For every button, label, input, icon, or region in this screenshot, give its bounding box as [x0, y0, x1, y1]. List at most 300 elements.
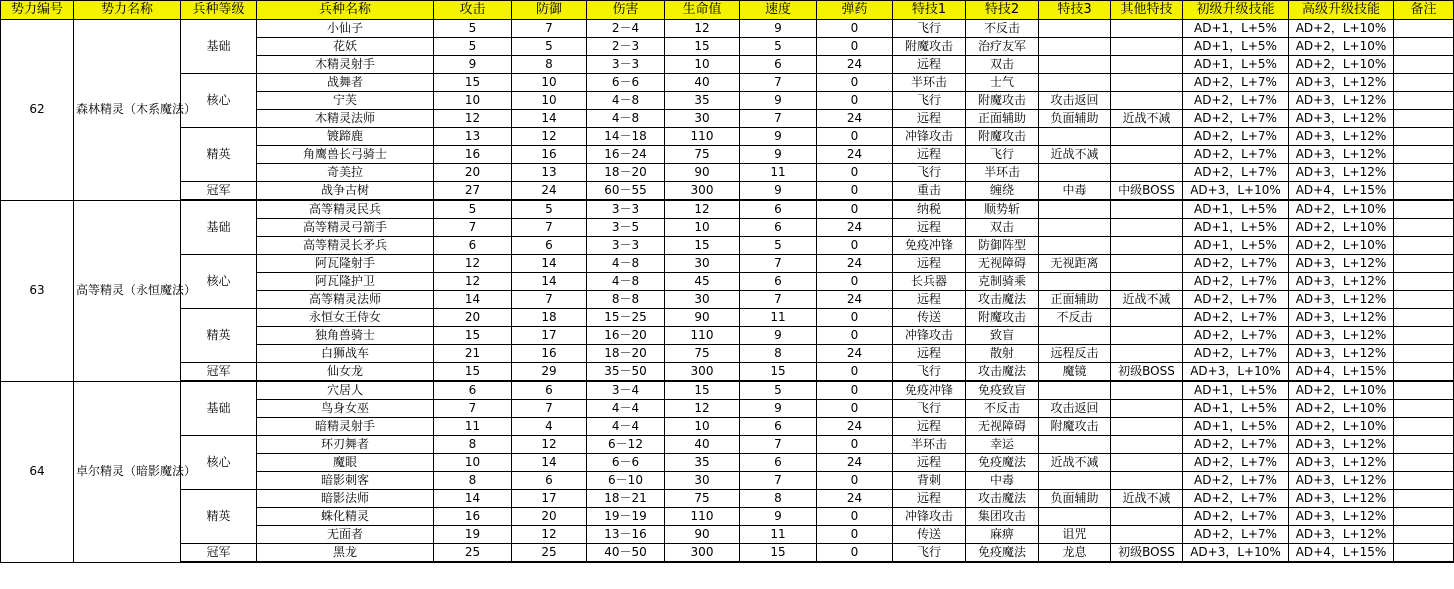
unit-name-cell[interactable]: 无面者 [257, 526, 434, 544]
data-cell[interactable]: 9 [740, 128, 817, 146]
data-cell[interactable]: 冲锋攻击 [893, 327, 966, 345]
data-cell[interactable]: 13－16 [587, 526, 665, 544]
data-cell[interactable]: 远程 [893, 291, 966, 309]
data-cell[interactable]: 5 [434, 38, 512, 56]
data-cell[interactable]: 16－20 [587, 327, 665, 345]
data-cell[interactable]: 18－20 [587, 164, 665, 182]
data-cell[interactable] [1111, 146, 1183, 164]
data-cell[interactable]: 4－8 [587, 110, 665, 128]
data-cell[interactable] [1394, 309, 1454, 327]
unit-name-cell[interactable]: 宁芙 [257, 92, 434, 110]
unit-name-cell[interactable]: 高等精灵长矛兵 [257, 237, 434, 255]
data-cell[interactable]: 24 [817, 345, 893, 363]
data-cell[interactable]: 近战不减 [1111, 110, 1183, 128]
data-cell[interactable]: AD+1，L+5% [1183, 200, 1289, 219]
data-cell[interactable]: 不反击 [966, 400, 1039, 418]
data-cell[interactable]: AD+3，L+12% [1289, 490, 1394, 508]
data-cell[interactable]: 11 [434, 418, 512, 436]
data-cell[interactable]: 附魔攻击 [966, 128, 1039, 146]
tier-cell[interactable]: 核心 [181, 255, 257, 309]
data-cell[interactable]: AD+2，L+7% [1183, 490, 1289, 508]
data-cell[interactable]: 110 [665, 327, 740, 345]
data-cell[interactable] [1111, 56, 1183, 74]
data-cell[interactable]: 90 [665, 309, 740, 327]
data-cell[interactable]: 15 [434, 363, 512, 382]
data-cell[interactable] [1394, 92, 1454, 110]
data-cell[interactable] [1111, 237, 1183, 255]
data-cell[interactable] [1111, 74, 1183, 92]
data-cell[interactable]: 75 [665, 345, 740, 363]
data-cell[interactable]: 40 [665, 436, 740, 454]
data-cell[interactable] [1394, 472, 1454, 490]
data-cell[interactable]: 治疗友军 [966, 38, 1039, 56]
data-cell[interactable]: AD+2，L+10% [1289, 56, 1394, 74]
data-cell[interactable]: AD+2，L+7% [1183, 508, 1289, 526]
data-cell[interactable]: 7 [512, 400, 587, 418]
data-cell[interactable] [1394, 200, 1454, 219]
data-cell[interactable]: 6 [512, 237, 587, 255]
data-cell[interactable]: 近战不减 [1111, 490, 1183, 508]
data-cell[interactable] [1394, 74, 1454, 92]
data-cell[interactable]: 15 [434, 74, 512, 92]
faction-name-cell[interactable]: 高等精灵（永恒魔法） [74, 200, 181, 381]
unit-name-cell[interactable]: 暗精灵射手 [257, 418, 434, 436]
data-cell[interactable]: AD+2，L+7% [1183, 526, 1289, 544]
data-cell[interactable]: 14 [434, 490, 512, 508]
data-cell[interactable]: 30 [665, 291, 740, 309]
data-cell[interactable]: 3－3 [587, 200, 665, 219]
data-cell[interactable]: 飞行 [893, 544, 966, 563]
data-cell[interactable]: 75 [665, 490, 740, 508]
data-cell[interactable]: 攻击魔法 [966, 490, 1039, 508]
unit-name-cell[interactable]: 高等精灵民兵 [257, 200, 434, 219]
column-header[interactable]: 备注 [1394, 1, 1454, 20]
data-cell[interactable]: 远程 [893, 454, 966, 472]
data-cell[interactable] [1394, 38, 1454, 56]
data-cell[interactable]: 远程 [893, 345, 966, 363]
data-cell[interactable]: AD+4，L+15% [1289, 182, 1394, 201]
data-cell[interactable]: 15 [740, 544, 817, 563]
unit-name-cell[interactable]: 阿瓦隆护卫 [257, 273, 434, 291]
data-cell[interactable]: 24 [817, 255, 893, 273]
data-cell[interactable]: AD+3，L+12% [1289, 454, 1394, 472]
data-cell[interactable]: 45 [665, 273, 740, 291]
data-cell[interactable]: AD+1，L+5% [1183, 219, 1289, 237]
data-cell[interactable]: 中毒 [1039, 182, 1111, 201]
unit-name-cell[interactable]: 角鹰兽长弓骑士 [257, 146, 434, 164]
data-cell[interactable]: 5 [740, 381, 817, 400]
data-cell[interactable]: 背刺 [893, 472, 966, 490]
data-cell[interactable] [1394, 526, 1454, 544]
data-cell[interactable]: 4－8 [587, 273, 665, 291]
data-cell[interactable]: 30 [665, 472, 740, 490]
data-cell[interactable]: 0 [817, 38, 893, 56]
data-cell[interactable] [1039, 128, 1111, 146]
data-cell[interactable]: 15 [665, 237, 740, 255]
data-cell[interactable]: 9 [740, 146, 817, 164]
data-cell[interactable]: 17 [512, 490, 587, 508]
data-cell[interactable]: AD+2，L+10% [1289, 418, 1394, 436]
data-cell[interactable]: AD+3，L+12% [1289, 327, 1394, 345]
column-header[interactable]: 兵种名称 [257, 1, 434, 20]
unit-name-cell[interactable]: 魔眼 [257, 454, 434, 472]
data-cell[interactable]: AD+2，L+7% [1183, 128, 1289, 146]
data-cell[interactable] [1111, 400, 1183, 418]
data-cell[interactable]: 110 [665, 508, 740, 526]
data-cell[interactable]: 9 [740, 327, 817, 345]
data-cell[interactable]: 0 [817, 544, 893, 563]
data-cell[interactable]: AD+1，L+5% [1183, 400, 1289, 418]
data-cell[interactable]: AD+1，L+5% [1183, 237, 1289, 255]
data-cell[interactable]: AD+3，L+10% [1183, 544, 1289, 563]
data-cell[interactable]: AD+1，L+5% [1183, 56, 1289, 74]
data-cell[interactable] [1111, 436, 1183, 454]
data-cell[interactable]: 20 [512, 508, 587, 526]
data-cell[interactable]: 远程 [893, 110, 966, 128]
data-cell[interactable]: 0 [817, 508, 893, 526]
data-cell[interactable]: 16 [434, 146, 512, 164]
data-cell[interactable] [1111, 309, 1183, 327]
data-cell[interactable]: 11 [740, 164, 817, 182]
unit-name-cell[interactable]: 独角兽骑士 [257, 327, 434, 345]
data-cell[interactable] [1111, 20, 1183, 38]
data-cell[interactable]: 0 [817, 237, 893, 255]
data-cell[interactable]: 7 [434, 400, 512, 418]
unit-name-cell[interactable]: 木精灵射手 [257, 56, 434, 74]
data-cell[interactable] [1394, 381, 1454, 400]
data-cell[interactable]: 无视障碍 [966, 418, 1039, 436]
data-cell[interactable]: 4－4 [587, 418, 665, 436]
data-cell[interactable]: 攻击魔法 [966, 291, 1039, 309]
data-cell[interactable]: 6 [740, 200, 817, 219]
data-cell[interactable]: 4－8 [587, 92, 665, 110]
data-cell[interactable] [1394, 237, 1454, 255]
data-cell[interactable]: 免疫魔法 [966, 454, 1039, 472]
data-cell[interactable]: AD+4，L+15% [1289, 363, 1394, 382]
data-cell[interactable]: 14 [434, 291, 512, 309]
column-header[interactable]: 其他特技 [1111, 1, 1183, 20]
data-cell[interactable]: 0 [817, 20, 893, 38]
data-cell[interactable]: AD+2，L+7% [1183, 273, 1289, 291]
data-cell[interactable]: 24 [817, 146, 893, 164]
data-cell[interactable]: 无视距离 [1039, 255, 1111, 273]
data-cell[interactable]: 远程 [893, 255, 966, 273]
data-cell[interactable]: 30 [665, 110, 740, 128]
data-cell[interactable]: 近战不减 [1039, 454, 1111, 472]
data-cell[interactable]: AD+2，L+7% [1183, 110, 1289, 128]
column-header[interactable]: 伤害 [587, 1, 665, 20]
data-cell[interactable]: 12 [665, 200, 740, 219]
data-cell[interactable]: 负面辅助 [1039, 110, 1111, 128]
data-cell[interactable]: 纳税 [893, 200, 966, 219]
data-cell[interactable] [1039, 381, 1111, 400]
data-cell[interactable]: 免疫冲锋 [893, 237, 966, 255]
column-header[interactable]: 攻击 [434, 1, 512, 20]
data-cell[interactable] [1394, 490, 1454, 508]
data-cell[interactable] [1394, 363, 1454, 382]
data-cell[interactable]: 9 [434, 56, 512, 74]
data-cell[interactable]: 10 [665, 56, 740, 74]
data-cell[interactable] [1111, 92, 1183, 110]
data-cell[interactable] [1111, 345, 1183, 363]
column-header[interactable]: 特技1 [893, 1, 966, 20]
data-cell[interactable]: 12 [512, 436, 587, 454]
data-cell[interactable]: 正面辅助 [966, 110, 1039, 128]
column-header[interactable]: 速度 [740, 1, 817, 20]
data-cell[interactable]: 60－55 [587, 182, 665, 201]
data-cell[interactable]: AD+2，L+10% [1289, 400, 1394, 418]
data-cell[interactable]: 10 [665, 219, 740, 237]
data-cell[interactable]: AD+2，L+7% [1183, 345, 1289, 363]
data-cell[interactable]: 双击 [966, 56, 1039, 74]
data-cell[interactable]: 11 [740, 309, 817, 327]
data-cell[interactable]: 免疫致盲 [966, 381, 1039, 400]
data-cell[interactable]: 近战不减 [1039, 146, 1111, 164]
data-cell[interactable]: 半环击 [966, 164, 1039, 182]
column-header[interactable]: 弹药 [817, 1, 893, 20]
data-cell[interactable]: 6－6 [587, 454, 665, 472]
tier-cell[interactable]: 核心 [181, 74, 257, 128]
data-cell[interactable]: 8 [434, 472, 512, 490]
data-cell[interactable]: 防御阵型 [966, 237, 1039, 255]
unit-name-cell[interactable]: 战舞者 [257, 74, 434, 92]
data-cell[interactable]: 攻击返回 [1039, 92, 1111, 110]
data-cell[interactable]: AD+3，L+12% [1289, 526, 1394, 544]
unit-name-cell[interactable]: 镀蹄鹿 [257, 128, 434, 146]
data-cell[interactable]: 300 [665, 182, 740, 201]
data-cell[interactable]: 25 [512, 544, 587, 563]
unit-name-cell[interactable]: 木精灵法师 [257, 110, 434, 128]
data-cell[interactable]: 16－24 [587, 146, 665, 164]
data-cell[interactable] [1111, 128, 1183, 146]
data-cell[interactable]: 远程 [893, 418, 966, 436]
data-cell[interactable]: AD+3，L+10% [1183, 182, 1289, 201]
data-cell[interactable]: 10 [434, 92, 512, 110]
data-cell[interactable]: 13 [434, 128, 512, 146]
data-cell[interactable] [1394, 418, 1454, 436]
data-cell[interactable] [1039, 436, 1111, 454]
data-cell[interactable]: 9 [740, 20, 817, 38]
data-cell[interactable]: 24 [817, 454, 893, 472]
data-cell[interactable]: AD+3，L+12% [1289, 508, 1394, 526]
data-cell[interactable]: AD+3，L+12% [1289, 291, 1394, 309]
data-cell[interactable]: 2－4 [587, 20, 665, 38]
data-cell[interactable] [1394, 400, 1454, 418]
data-cell[interactable]: 8 [740, 490, 817, 508]
data-cell[interactable]: 14 [512, 255, 587, 273]
data-cell[interactable]: 15 [434, 327, 512, 345]
data-cell[interactable] [1039, 508, 1111, 526]
data-cell[interactable] [1039, 327, 1111, 345]
data-cell[interactable]: 半环击 [893, 436, 966, 454]
data-cell[interactable]: 6 [740, 219, 817, 237]
data-cell[interactable]: 16 [434, 508, 512, 526]
data-cell[interactable] [1111, 38, 1183, 56]
data-cell[interactable]: 90 [665, 164, 740, 182]
data-cell[interactable]: 12 [665, 20, 740, 38]
data-cell[interactable]: 6－10 [587, 472, 665, 490]
column-header[interactable]: 高级升级技能 [1289, 1, 1394, 20]
data-cell[interactable]: 24 [817, 291, 893, 309]
column-header[interactable]: 生命值 [665, 1, 740, 20]
data-cell[interactable]: 12 [665, 400, 740, 418]
data-cell[interactable]: 18－20 [587, 345, 665, 363]
data-cell[interactable]: AD+3，L+12% [1289, 309, 1394, 327]
data-cell[interactable]: 士气 [966, 74, 1039, 92]
data-cell[interactable] [1394, 20, 1454, 38]
data-cell[interactable]: 飞行 [893, 400, 966, 418]
data-cell[interactable] [1111, 381, 1183, 400]
data-cell[interactable]: 7 [434, 219, 512, 237]
data-cell[interactable]: 14 [512, 273, 587, 291]
data-cell[interactable]: 12 [512, 128, 587, 146]
data-cell[interactable]: AD+3，L+12% [1289, 345, 1394, 363]
data-cell[interactable]: 12 [434, 255, 512, 273]
data-cell[interactable]: AD+3，L+12% [1289, 436, 1394, 454]
data-cell[interactable] [1394, 128, 1454, 146]
unit-name-cell[interactable]: 小仙子 [257, 20, 434, 38]
data-cell[interactable]: AD+2，L+10% [1289, 38, 1394, 56]
data-cell[interactable]: 附魔攻击 [966, 309, 1039, 327]
column-header[interactable]: 势力名称 [74, 1, 181, 20]
data-cell[interactable]: 0 [817, 92, 893, 110]
data-cell[interactable]: 飞行 [966, 146, 1039, 164]
data-cell[interactable]: 40 [665, 74, 740, 92]
data-cell[interactable]: 顺势斩 [966, 200, 1039, 219]
data-cell[interactable]: 18 [512, 309, 587, 327]
data-cell[interactable]: 300 [665, 544, 740, 563]
data-cell[interactable]: 飞行 [893, 92, 966, 110]
faction-id-cell[interactable]: 62 [1, 20, 74, 201]
data-cell[interactable] [1394, 164, 1454, 182]
data-cell[interactable]: 6 [434, 381, 512, 400]
data-cell[interactable]: AD+2，L+7% [1183, 436, 1289, 454]
data-cell[interactable]: 3－3 [587, 56, 665, 74]
data-cell[interactable]: 0 [817, 200, 893, 219]
data-cell[interactable]: 6－12 [587, 436, 665, 454]
data-cell[interactable]: AD+3，L+10% [1183, 363, 1289, 382]
data-cell[interactable] [1039, 38, 1111, 56]
data-cell[interactable]: AD+1，L+5% [1183, 38, 1289, 56]
data-cell[interactable]: 0 [817, 381, 893, 400]
unit-name-cell[interactable]: 蛛化精灵 [257, 508, 434, 526]
data-cell[interactable]: 攻击返回 [1039, 400, 1111, 418]
data-cell[interactable]: AD+2，L+7% [1183, 164, 1289, 182]
faction-id-cell[interactable]: 64 [1, 381, 74, 562]
data-cell[interactable]: 不反击 [1039, 309, 1111, 327]
tier-cell[interactable]: 基础 [181, 200, 257, 255]
data-cell[interactable] [1394, 291, 1454, 309]
data-cell[interactable]: 17 [512, 327, 587, 345]
data-cell[interactable]: AD+1，L+5% [1183, 20, 1289, 38]
data-cell[interactable] [1039, 20, 1111, 38]
data-cell[interactable] [1039, 219, 1111, 237]
unit-name-cell[interactable]: 鸟身女巫 [257, 400, 434, 418]
data-cell[interactable]: 24 [817, 418, 893, 436]
data-cell[interactable]: 冲锋攻击 [893, 128, 966, 146]
data-cell[interactable]: 传送 [893, 526, 966, 544]
data-cell[interactable]: 缠绕 [966, 182, 1039, 201]
data-cell[interactable]: 长兵器 [893, 273, 966, 291]
data-cell[interactable]: 附魔攻击 [893, 38, 966, 56]
tier-cell[interactable]: 冠军 [181, 182, 257, 201]
data-cell[interactable]: 6 [512, 472, 587, 490]
data-cell[interactable]: 冲锋攻击 [893, 508, 966, 526]
unit-name-cell[interactable]: 暗影法师 [257, 490, 434, 508]
data-cell[interactable]: 19 [434, 526, 512, 544]
data-cell[interactable]: 0 [817, 164, 893, 182]
data-cell[interactable]: AD+1，L+5% [1183, 418, 1289, 436]
data-cell[interactable]: 10 [512, 74, 587, 92]
data-cell[interactable]: 7 [740, 436, 817, 454]
data-cell[interactable] [1039, 164, 1111, 182]
data-cell[interactable]: 6 [740, 418, 817, 436]
data-cell[interactable]: 21 [434, 345, 512, 363]
data-cell[interactable]: 魔镜 [1039, 363, 1111, 382]
data-cell[interactable]: 不反击 [966, 20, 1039, 38]
data-cell[interactable]: 14－18 [587, 128, 665, 146]
data-cell[interactable]: AD+2，L+10% [1289, 381, 1394, 400]
data-cell[interactable]: 4 [512, 418, 587, 436]
data-cell[interactable] [1394, 345, 1454, 363]
data-cell[interactable]: 飞行 [893, 20, 966, 38]
data-cell[interactable]: 6 [512, 381, 587, 400]
data-cell[interactable] [1111, 526, 1183, 544]
data-cell[interactable]: 16 [512, 345, 587, 363]
data-cell[interactable]: AD+2，L+10% [1289, 20, 1394, 38]
data-cell[interactable]: 麻痹 [966, 526, 1039, 544]
tier-cell[interactable]: 精英 [181, 490, 257, 544]
data-cell[interactable]: 0 [817, 436, 893, 454]
unit-name-cell[interactable]: 黑龙 [257, 544, 434, 563]
data-cell[interactable]: AD+3，L+12% [1289, 273, 1394, 291]
data-cell[interactable]: 远程 [893, 490, 966, 508]
data-cell[interactable]: 6 [434, 237, 512, 255]
data-cell[interactable]: 19－19 [587, 508, 665, 526]
data-cell[interactable]: 7 [740, 472, 817, 490]
data-cell[interactable]: 6 [740, 273, 817, 291]
data-cell[interactable]: 8 [512, 56, 587, 74]
data-cell[interactable]: 5 [740, 38, 817, 56]
data-cell[interactable]: 远程反击 [1039, 345, 1111, 363]
data-cell[interactable]: 免疫冲锋 [893, 381, 966, 400]
data-cell[interactable]: 4－4 [587, 400, 665, 418]
data-cell[interactable]: 11 [740, 526, 817, 544]
data-cell[interactable]: 24 [817, 110, 893, 128]
data-cell[interactable]: 15 [665, 38, 740, 56]
data-cell[interactable]: 7 [740, 291, 817, 309]
data-cell[interactable] [1394, 273, 1454, 291]
data-cell[interactable]: 20 [434, 164, 512, 182]
unit-name-cell[interactable]: 战争古树 [257, 182, 434, 201]
data-cell[interactable] [1394, 219, 1454, 237]
data-cell[interactable] [1111, 327, 1183, 345]
data-cell[interactable]: AD+2，L+7% [1183, 454, 1289, 472]
data-cell[interactable]: 9 [740, 92, 817, 110]
data-cell[interactable]: 8－8 [587, 291, 665, 309]
data-cell[interactable]: 300 [665, 363, 740, 382]
data-cell[interactable]: AD+3，L+12% [1289, 255, 1394, 273]
column-header[interactable]: 特技2 [966, 1, 1039, 20]
data-cell[interactable] [1111, 273, 1183, 291]
data-cell[interactable]: 远程 [893, 146, 966, 164]
data-cell[interactable]: 远程 [893, 219, 966, 237]
data-cell[interactable]: 9 [740, 182, 817, 201]
data-cell[interactable]: 传送 [893, 309, 966, 327]
data-cell[interactable]: 3－4 [587, 381, 665, 400]
data-cell[interactable]: 35－50 [587, 363, 665, 382]
data-cell[interactable]: 7 [740, 255, 817, 273]
